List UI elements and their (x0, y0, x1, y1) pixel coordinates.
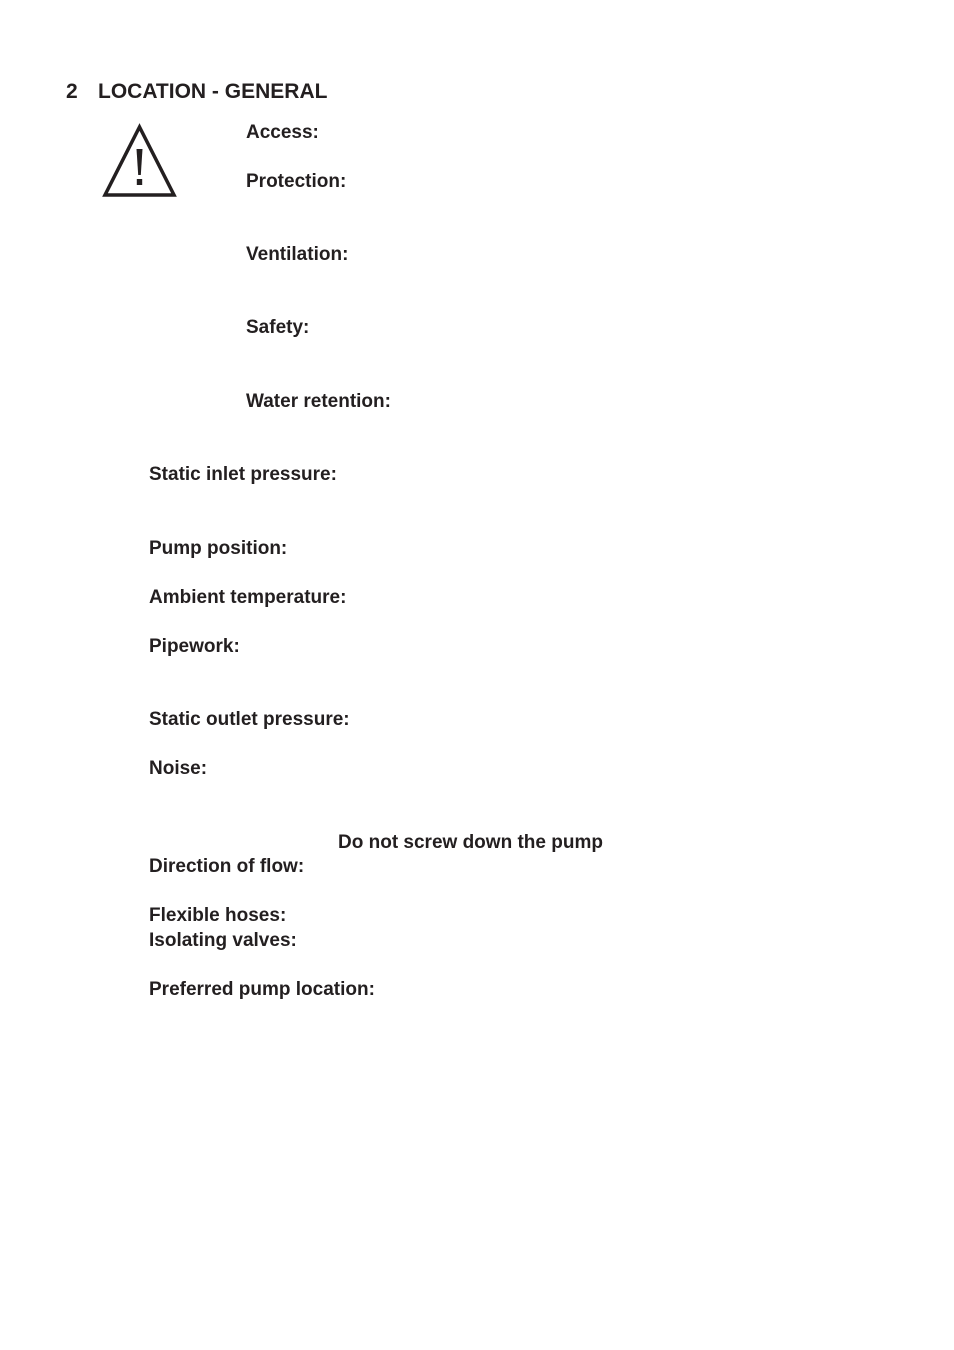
section-title: LOCATION - GENERAL (98, 80, 328, 103)
ventilation-label: Ventilation: (246, 244, 349, 265)
ambient-temperature-label: Ambient temperature: (149, 587, 347, 608)
pipework-label: Pipework: (149, 636, 240, 657)
pump-position-label: Pump position: (149, 538, 288, 559)
safety-label: Safety: (246, 317, 310, 338)
section-number: 2 (66, 80, 78, 103)
noise-label: Noise: (149, 758, 208, 779)
access-label: Access: (246, 122, 319, 143)
direction-of-flow-label: Direction of flow: (149, 856, 305, 877)
warning-triangle-icon (101, 122, 178, 199)
section-heading (66, 80, 327, 104)
static-outlet-pressure-label: Static outlet pressure: (149, 709, 350, 730)
water-retention-label: Water retention: (246, 391, 391, 412)
isolating-valves-label: Isolating valves: (149, 930, 297, 951)
static-inlet-pressure-label: Static inlet pressure: (149, 464, 337, 485)
screw-down-note: Do not screw down the pump (338, 832, 603, 853)
preferred-pump-location-label: Preferred pump location: (149, 979, 375, 1000)
protection-label: Protection: (246, 171, 347, 192)
flexible-hoses-label: Flexible hoses: (149, 905, 287, 926)
